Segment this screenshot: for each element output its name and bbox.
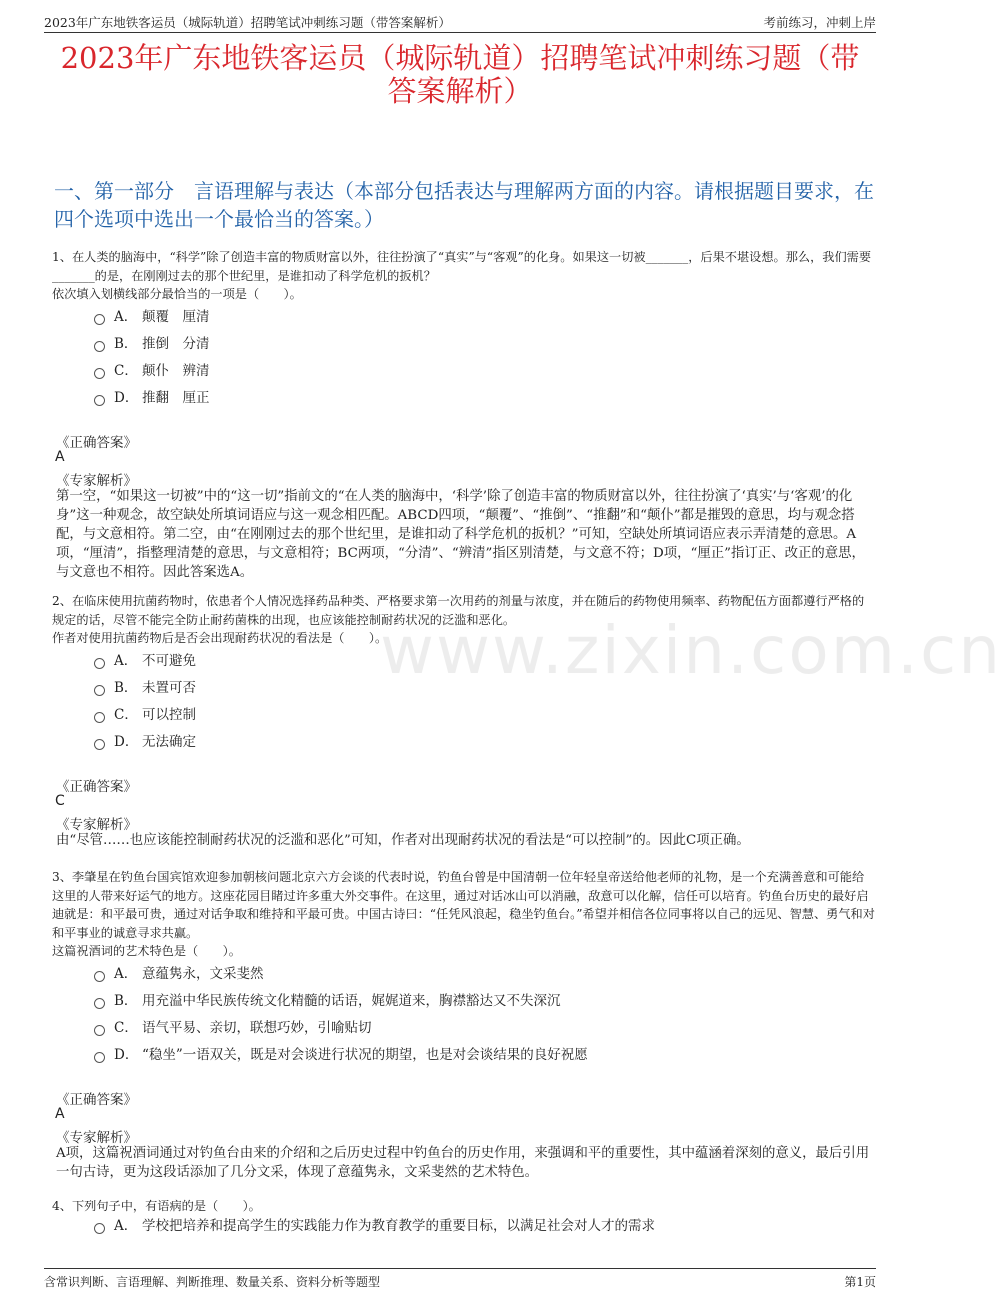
header-slogan: 考前练习，冲刺上岸 bbox=[763, 15, 876, 30]
option-d[interactable] bbox=[92, 1042, 880, 1069]
option-text: 颠仆 辨清 bbox=[142, 363, 210, 379]
radio-icon[interactable] bbox=[94, 998, 105, 1009]
option-text: 意蕴隽永，文采斐然 bbox=[142, 966, 264, 982]
option-a[interactable] bbox=[92, 961, 880, 988]
option-text: 学校把培养和提高学生的实践能力作为教育教学的重要目标，以满足社会对人才的需求 bbox=[142, 1218, 655, 1234]
option-text: 推翻 厘正 bbox=[142, 390, 210, 406]
option-c[interactable] bbox=[92, 1015, 880, 1042]
explanation-text: A项，这篇祝酒词通过对钓鱼台由来的介绍和之后历史过程中钓鱼台的历史作用，来强调和平的重要性，其中蕴涵着深刻的意义，最后引用一句古诗，更为这段话添加了几分文采，体现了意蕴隽永，文采斐然的艺术特色。 bbox=[56, 1146, 870, 1180]
radio-icon[interactable] bbox=[94, 1025, 105, 1036]
option-b[interactable] bbox=[92, 675, 880, 702]
option-a[interactable] bbox=[92, 1213, 880, 1240]
option-text: 用充溢中华民族传统文化精髓的话语，娓娓道来，胸襟豁达又不失深沉 bbox=[142, 993, 561, 1009]
question-1 bbox=[52, 248, 876, 304]
document-title: 2023年广东地铁客运员（城际轨道）招聘笔试冲刺练习题（带答案解析） bbox=[60, 41, 860, 108]
option-text: 不可避免 bbox=[142, 653, 196, 669]
radio-icon[interactable] bbox=[94, 314, 105, 325]
footer-topics: 含常识判断、言语理解、判断推理、数量关系、资料分析等题型 bbox=[44, 1275, 381, 1289]
radio-icon[interactable] bbox=[94, 341, 105, 352]
question-stem: 1、在人类的脑海中，“科学”除了创造丰富的物质财富以外，往往扮演了“真实”与“客观”的化身。如果这一切被_______，后果不堪设想。那么，我们需要_______的是，在刚刚过去的那个世纪里，是谁扣动了科学危机的扳机？ bbox=[52, 250, 872, 283]
question-4-options bbox=[92, 1213, 880, 1240]
question-2-options bbox=[92, 648, 880, 756]
option-letter: D． bbox=[114, 1047, 139, 1063]
option-letter: D． bbox=[114, 390, 139, 406]
option-b[interactable] bbox=[92, 331, 880, 358]
section-heading: 一、第一部分 言语理解与表达（本部分包括表达与理解两方面的内容。请根据题目要求，在四个选项中选出一个最恰当的答案。） bbox=[54, 179, 874, 231]
option-letter: A． bbox=[114, 653, 138, 669]
page-header bbox=[44, 10, 876, 33]
question-2 bbox=[52, 592, 876, 648]
option-b[interactable] bbox=[92, 988, 880, 1015]
watermark: www.zixin.com.cn bbox=[380, 612, 1002, 689]
option-letter: C． bbox=[114, 707, 138, 723]
answer-label: 《正确答案》 bbox=[56, 779, 137, 795]
option-letter: B． bbox=[114, 993, 138, 1009]
radio-icon[interactable] bbox=[94, 685, 105, 696]
answer-value: A bbox=[55, 1106, 65, 1122]
header-doc-title: 2023年广东地铁客运员（城际轨道）招聘笔试冲刺练习题（带答案解析） bbox=[44, 15, 451, 30]
question-3 bbox=[52, 868, 876, 961]
explanation-text: 由“尽管……也应该能控制耐药状况的泛滥和恶化”可知，作者对出现耐药状况的看法是“可以控制”的。因此C项正确。 bbox=[56, 833, 750, 848]
question-stem: 2、在临床使用抗菌药物时，依患者个人情况选择药品种类、严格要求第一次用药的剂量与浓度，并在随后的药物使用频率、药物配伍方面都遵行严格的规定的话，尽管不能完全防止耐药菌株的出现，也应该能控制耐药状况的泛滥和恶化。 bbox=[52, 594, 865, 627]
option-text: “稳坐”一语双关，既是对会谈进行状况的期望，也是对会谈结果的良好祝愿 bbox=[142, 1047, 588, 1063]
radio-icon[interactable] bbox=[94, 658, 105, 669]
question-prompt: 依次填入划横线部分最恰当的一项是（ ）。 bbox=[52, 287, 302, 301]
question-prompt: 作者对使用抗菌药物后是否会出现耐药状况的看法是（ ）。 bbox=[52, 631, 388, 645]
question-stem: 3、李肇星在钓鱼台国宾馆欢迎参加朝核问题北京六方会谈的代表时说，钓鱼台曾是中国清朝一位年轻皇帝送给他老师的礼物，是一个充满善意和可能给这里的人带来好运气的地方。这座花园目睹过许多重大外交事件。在这里，通过对话冰山可以消融，敌意可以化解，信任可以培育。钓鱼台历史的最好启迪就是：和平最可贵，通过对话争取和维持和平最可贵。中国古诗曰：“任凭风浪起，稳坐钓鱼台。”希望并相信各位同事将以自己的远见、智慧、勇气和对和平事业的诚意寻求共赢。 bbox=[52, 870, 875, 940]
answer-value: A bbox=[55, 449, 65, 465]
option-a[interactable] bbox=[92, 304, 880, 331]
option-letter: A． bbox=[114, 309, 138, 325]
option-letter: D． bbox=[114, 734, 139, 750]
option-letter: B． bbox=[114, 680, 138, 696]
question-stem: 4、下列句子中，有语病的是（ ）。 bbox=[52, 1199, 261, 1213]
option-c[interactable] bbox=[92, 702, 880, 729]
radio-icon[interactable] bbox=[94, 1052, 105, 1063]
option-letter: B． bbox=[114, 336, 138, 352]
question-1-options bbox=[92, 304, 880, 412]
explanation-label: 《专家解析》 bbox=[56, 1130, 137, 1146]
option-c[interactable] bbox=[92, 358, 880, 385]
option-d[interactable] bbox=[92, 385, 880, 412]
option-a[interactable] bbox=[92, 648, 880, 675]
option-text: 颠覆 厘清 bbox=[142, 309, 210, 325]
option-text: 可以控制 bbox=[142, 707, 196, 723]
radio-icon[interactable] bbox=[94, 971, 105, 982]
answer-value: C bbox=[55, 793, 65, 809]
radio-icon[interactable] bbox=[94, 395, 105, 406]
option-letter: A． bbox=[114, 1218, 138, 1234]
option-text: 未置可否 bbox=[142, 680, 196, 696]
explanation-label: 《专家解析》 bbox=[56, 817, 137, 833]
option-letter: C． bbox=[114, 1020, 138, 1036]
explanation-label: 《专家解析》 bbox=[56, 473, 137, 489]
option-text: 无法确定 bbox=[142, 734, 196, 750]
explanation-text: 第一空，“如果这一切被”中的“这一切”指前文的“在人类的脑海中，‘科学’除了创造丰富的物质财富以外，往往扮演了‘真实’与‘客观’的化身”这一种观念，故空缺处所填词语应与这一观念相匹配。ABCD四项，“颠覆”、“推倒”、“推翻”和“颠仆”都是摧毁的意思，均与观念搭配，与文意相符。第二空，由“在刚刚过去的那个世纪里，是谁扣动了科学危机的扳机？”可知，空缺处所填词语应表示弄清楚的意思。A项，“厘清”，指整理清楚的意思，与文意相符；BC两项，“分清”、“辨清”指区别清楚，与文意不符；D项，“厘正”指订正、改正的意思，与文意也不相符。因此答案选A。 bbox=[56, 489, 865, 580]
option-d[interactable] bbox=[92, 729, 880, 756]
answer-label: 《正确答案》 bbox=[56, 435, 137, 451]
option-text: 语气平易、亲切，联想巧妙，引喻贴切 bbox=[142, 1020, 372, 1036]
radio-icon[interactable] bbox=[94, 739, 105, 750]
radio-icon[interactable] bbox=[94, 1223, 105, 1234]
answer-label: 《正确答案》 bbox=[56, 1092, 137, 1108]
option-text: 推倒 分清 bbox=[142, 336, 210, 352]
radio-icon[interactable] bbox=[94, 368, 105, 379]
page-footer bbox=[44, 1268, 876, 1289]
option-letter: A． bbox=[114, 966, 138, 982]
question-3-options bbox=[92, 961, 880, 1069]
option-letter: C． bbox=[114, 363, 138, 379]
radio-icon[interactable] bbox=[94, 712, 105, 723]
question-prompt: 这篇祝酒词的艺术特色是（ ）。 bbox=[52, 944, 241, 958]
page-number: 第1页 bbox=[844, 1275, 876, 1289]
